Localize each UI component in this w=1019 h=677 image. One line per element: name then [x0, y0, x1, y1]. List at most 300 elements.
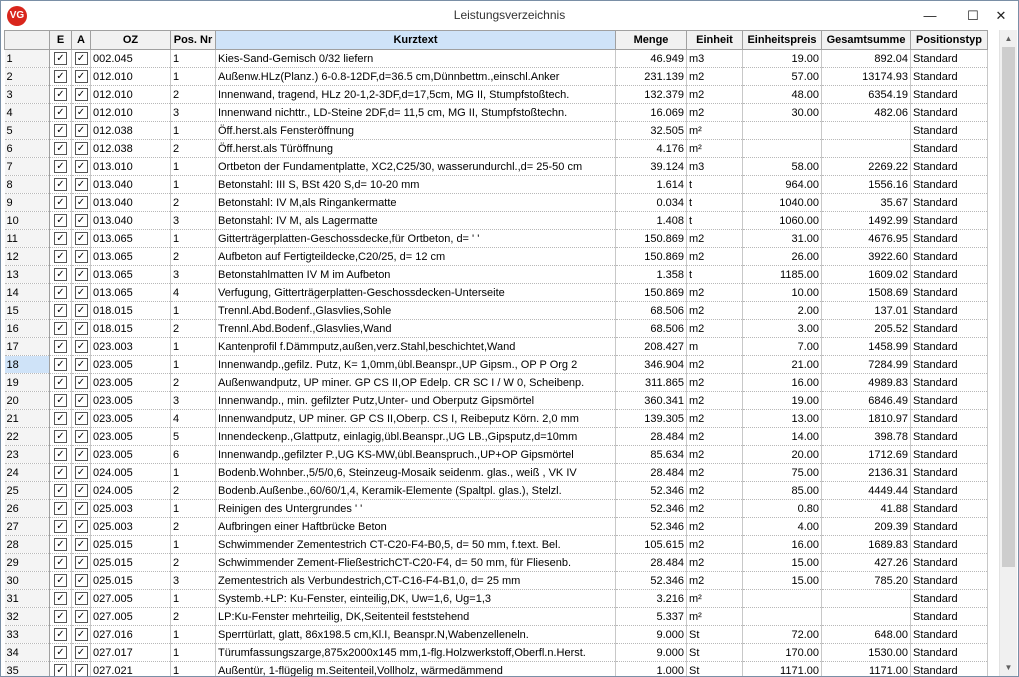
kurztext-cell[interactable]: Trennl.Abd.Bodenf.,Glasvlies,Wand	[216, 320, 616, 338]
table-row[interactable]	[5, 446, 988, 464]
table-row[interactable]	[5, 428, 988, 446]
e-checkbox[interactable]	[50, 194, 72, 212]
col-header-kurztext[interactable]: Kurztext	[216, 31, 616, 50]
e-checkbox[interactable]	[50, 356, 72, 374]
positionstyp-cell[interactable]: Standard	[911, 518, 988, 536]
einheitspreis-cell[interactable]: 19.00	[743, 50, 822, 68]
checkmark-icon[interactable]: ✓	[75, 394, 88, 407]
positionstyp-cell[interactable]: Standard	[911, 608, 988, 626]
oz-cell[interactable]: 012.010	[91, 68, 171, 86]
e-checkbox[interactable]	[50, 500, 72, 518]
kurztext-cell[interactable]: Bodenb.Wohnber.,5/5/0,6, Steinzeug-Mosaik seidenm. glas., weiß , VK IV	[216, 464, 616, 482]
checkmark-icon[interactable]: ✓	[54, 430, 67, 443]
einheitspreis-cell[interactable]: 0.80	[743, 500, 822, 518]
pos-nr-cell[interactable]: 2	[171, 194, 216, 212]
table-row[interactable]	[5, 122, 988, 140]
einheit-cell[interactable]: St	[687, 662, 743, 677]
pos-nr-cell[interactable]: 2	[171, 518, 216, 536]
pos-nr-cell[interactable]: 1	[171, 176, 216, 194]
pos-nr-cell[interactable]: 1	[171, 230, 216, 248]
col-header-gesamtsumme[interactable]: Gesamtsumme	[822, 31, 911, 50]
einheit-cell[interactable]: m2	[687, 284, 743, 302]
row-number[interactable]: 3	[5, 86, 50, 104]
pos-nr-cell[interactable]: 1	[171, 302, 216, 320]
col-header-pos-nr[interactable]: Pos. Nr	[171, 31, 216, 50]
einheit-cell[interactable]: m2	[687, 446, 743, 464]
pos-nr-cell[interactable]: 6	[171, 446, 216, 464]
kurztext-cell[interactable]: Innenwand, tragend, HLz 20-1,2-3DF,d=17,5cm, MG II, Stumpfstoßtech.	[216, 86, 616, 104]
kurztext-cell[interactable]: Innenwand nichttr., LD-Steine 2DF,d= 11,5 cm, MG II, Stumpfstoßtechn.	[216, 104, 616, 122]
checkmark-icon[interactable]: ✓	[54, 160, 67, 173]
a-checkbox[interactable]	[72, 266, 91, 284]
einheit-cell[interactable]: m²	[687, 608, 743, 626]
positionstyp-cell[interactable]: Standard	[911, 446, 988, 464]
a-checkbox[interactable]	[72, 338, 91, 356]
gesamtsumme-cell[interactable]	[822, 122, 911, 140]
positionstyp-cell[interactable]: Standard	[911, 248, 988, 266]
e-checkbox[interactable]	[50, 608, 72, 626]
oz-cell[interactable]: 013.040	[91, 176, 171, 194]
checkmark-icon[interactable]: ✓	[54, 664, 67, 676]
gesamtsumme-cell[interactable]: 1609.02	[822, 266, 911, 284]
a-checkbox[interactable]	[72, 50, 91, 68]
a-checkbox[interactable]	[72, 482, 91, 500]
row-number[interactable]: 17	[5, 338, 50, 356]
kurztext-cell[interactable]: Außenw.HLz(Planz.) 6-0.8-12DF,d=36.5 cm,Dünnbettm.,einschl.Anker	[216, 68, 616, 86]
oz-cell[interactable]: 027.005	[91, 590, 171, 608]
a-checkbox[interactable]	[72, 194, 91, 212]
menge-cell[interactable]: 1.000	[616, 662, 687, 677]
row-number[interactable]: 10	[5, 212, 50, 230]
row-number[interactable]: 20	[5, 392, 50, 410]
menge-cell[interactable]: 28.484	[616, 554, 687, 572]
a-checkbox[interactable]	[72, 230, 91, 248]
e-checkbox[interactable]	[50, 320, 72, 338]
menge-cell[interactable]: 105.615	[616, 536, 687, 554]
positionstyp-cell[interactable]: Standard	[911, 338, 988, 356]
einheit-cell[interactable]: m2	[687, 104, 743, 122]
oz-cell[interactable]: 023.005	[91, 446, 171, 464]
einheitspreis-cell[interactable]: 20.00	[743, 446, 822, 464]
checkmark-icon[interactable]: ✓	[75, 376, 88, 389]
positionstyp-cell[interactable]: Standard	[911, 554, 988, 572]
gesamtsumme-cell[interactable]: 2269.22	[822, 158, 911, 176]
e-checkbox[interactable]	[50, 410, 72, 428]
einheit-cell[interactable]: m2	[687, 230, 743, 248]
gesamtsumme-cell[interactable]: 41.88	[822, 500, 911, 518]
oz-cell[interactable]: 025.015	[91, 554, 171, 572]
einheit-cell[interactable]: t	[687, 194, 743, 212]
checkmark-icon[interactable]: ✓	[75, 250, 88, 263]
kurztext-cell[interactable]: Systemb.+LP: Ku-Fenster, einteilig,DK, Uw=1,6, Ug=1,3	[216, 590, 616, 608]
checkmark-icon[interactable]: ✓	[54, 358, 67, 371]
row-number[interactable]: 9	[5, 194, 50, 212]
einheitspreis-cell[interactable]: 1171.00	[743, 662, 822, 677]
checkmark-icon[interactable]: ✓	[75, 232, 88, 245]
einheit-cell[interactable]: St	[687, 644, 743, 662]
e-checkbox[interactable]	[50, 338, 72, 356]
positionstyp-cell[interactable]: Standard	[911, 428, 988, 446]
kurztext-cell[interactable]: Verfugung, Gitterträgerplatten-Geschossdecken-Unterseite	[216, 284, 616, 302]
einheit-cell[interactable]: m3	[687, 158, 743, 176]
table-row[interactable]	[5, 554, 988, 572]
table-row[interactable]	[5, 500, 988, 518]
gesamtsumme-cell[interactable]: 4449.44	[822, 482, 911, 500]
kurztext-cell[interactable]: Schwimmender Zement-FließestrichCT-C20-F4, d= 50 mm, für Fliesenb.	[216, 554, 616, 572]
checkmark-icon[interactable]: ✓	[75, 88, 88, 101]
menge-cell[interactable]: 46.949	[616, 50, 687, 68]
row-number[interactable]: 24	[5, 464, 50, 482]
einheitspreis-cell[interactable]: 16.00	[743, 536, 822, 554]
gesamtsumme-cell[interactable]: 6354.19	[822, 86, 911, 104]
kurztext-cell[interactable]: Kantenprofil f.Dämmputz,außen,verz.Stahl,beschichtet,Wand	[216, 338, 616, 356]
positionstyp-cell[interactable]: Standard	[911, 122, 988, 140]
row-number[interactable]: 31	[5, 590, 50, 608]
gesamtsumme-cell[interactable]: 4989.83	[822, 374, 911, 392]
einheit-cell[interactable]: m2	[687, 428, 743, 446]
a-checkbox[interactable]	[72, 518, 91, 536]
menge-cell[interactable]: 0.034	[616, 194, 687, 212]
row-number[interactable]: 7	[5, 158, 50, 176]
positionstyp-cell[interactable]: Standard	[911, 284, 988, 302]
e-checkbox[interactable]	[50, 536, 72, 554]
einheit-cell[interactable]: m2	[687, 572, 743, 590]
row-number[interactable]: 8	[5, 176, 50, 194]
a-checkbox[interactable]	[72, 626, 91, 644]
pos-nr-cell[interactable]: 1	[171, 464, 216, 482]
row-number[interactable]: 30	[5, 572, 50, 590]
positionstyp-cell[interactable]: Standard	[911, 626, 988, 644]
checkmark-icon[interactable]: ✓	[75, 142, 88, 155]
kurztext-cell[interactable]: Innenwandputz, UP miner. GP CS II,Oberp. CS I, Reibeputz Körn. 2,0 mm	[216, 410, 616, 428]
a-checkbox[interactable]	[72, 554, 91, 572]
menge-cell[interactable]: 1.408	[616, 212, 687, 230]
menge-cell[interactable]: 39.124	[616, 158, 687, 176]
row-number[interactable]: 26	[5, 500, 50, 518]
positionstyp-cell[interactable]: Standard	[911, 302, 988, 320]
checkmark-icon[interactable]: ✓	[75, 466, 88, 479]
row-number[interactable]: 22	[5, 428, 50, 446]
oz-cell[interactable]: 013.065	[91, 248, 171, 266]
checkmark-icon[interactable]: ✓	[54, 538, 67, 551]
gesamtsumme-cell[interactable]	[822, 608, 911, 626]
e-checkbox[interactable]	[50, 302, 72, 320]
col-header-einheitspreis[interactable]: Einheitspreis	[743, 31, 822, 50]
positionstyp-cell[interactable]: Standard	[911, 230, 988, 248]
menge-cell[interactable]: 68.506	[616, 320, 687, 338]
kurztext-cell[interactable]: Reinigen des Untergrundes ' '	[216, 500, 616, 518]
einheit-cell[interactable]: m2	[687, 86, 743, 104]
checkmark-icon[interactable]: ✓	[75, 322, 88, 335]
kurztext-cell[interactable]: Betonstahl: IV M,als Ringankermatte	[216, 194, 616, 212]
positionstyp-cell[interactable]: Standard	[911, 68, 988, 86]
einheitspreis-cell[interactable]	[743, 122, 822, 140]
einheitspreis-cell[interactable]: 19.00	[743, 392, 822, 410]
table-row[interactable]	[5, 248, 988, 266]
row-number[interactable]: 35	[5, 662, 50, 677]
e-checkbox[interactable]	[50, 446, 72, 464]
a-checkbox[interactable]	[72, 140, 91, 158]
e-checkbox[interactable]	[50, 374, 72, 392]
a-checkbox[interactable]	[72, 158, 91, 176]
table-row[interactable]	[5, 392, 988, 410]
pos-nr-cell[interactable]: 1	[171, 338, 216, 356]
checkmark-icon[interactable]: ✓	[54, 286, 67, 299]
scroll-up-icon[interactable]: ▲	[1004, 34, 1013, 43]
menge-cell[interactable]: 231.139	[616, 68, 687, 86]
oz-cell[interactable]: 027.005	[91, 608, 171, 626]
menge-cell[interactable]: 9.000	[616, 644, 687, 662]
menge-cell[interactable]: 3.216	[616, 590, 687, 608]
e-checkbox[interactable]	[50, 464, 72, 482]
checkmark-icon[interactable]: ✓	[54, 322, 67, 335]
positionstyp-cell[interactable]: Standard	[911, 266, 988, 284]
pos-nr-cell[interactable]: 1	[171, 590, 216, 608]
positionstyp-cell[interactable]: Standard	[911, 212, 988, 230]
oz-cell[interactable]: 025.015	[91, 572, 171, 590]
table-row[interactable]	[5, 374, 988, 392]
positionstyp-cell[interactable]: Standard	[911, 662, 988, 677]
col-header-a[interactable]: A	[72, 31, 91, 50]
row-number[interactable]: 18	[5, 356, 50, 374]
kurztext-cell[interactable]: Aufbringen einer Haftbrücke Beton	[216, 518, 616, 536]
kurztext-cell[interactable]: Innenwandp.,gefilz. Putz, K= 1,0mm,übl.Beanspr.,UP Gipsm., OP P Org 2	[216, 356, 616, 374]
kurztext-cell[interactable]: Zementestrich als Verbundestrich,CT-C16-F4-B1,0, d= 25 mm	[216, 572, 616, 590]
einheit-cell[interactable]: m2	[687, 374, 743, 392]
checkmark-icon[interactable]: ✓	[75, 196, 88, 209]
e-checkbox[interactable]	[50, 518, 72, 536]
oz-cell[interactable]: 027.016	[91, 626, 171, 644]
menge-cell[interactable]: 5.337	[616, 608, 687, 626]
einheit-cell[interactable]: m2	[687, 464, 743, 482]
kurztext-cell[interactable]: Außenwandputz, UP miner. GP CS II,OP Edelp. CR SC I / W 0, Scheibenp.	[216, 374, 616, 392]
einheit-cell[interactable]: m2	[687, 410, 743, 428]
pos-nr-cell[interactable]: 1	[171, 122, 216, 140]
pos-nr-cell[interactable]: 3	[171, 212, 216, 230]
checkmark-icon[interactable]: ✓	[75, 610, 88, 623]
menge-cell[interactable]: 32.505	[616, 122, 687, 140]
row-number[interactable]: 6	[5, 140, 50, 158]
e-checkbox[interactable]	[50, 176, 72, 194]
e-checkbox[interactable]	[50, 248, 72, 266]
einheit-cell[interactable]: m2	[687, 248, 743, 266]
positionstyp-cell[interactable]: Standard	[911, 572, 988, 590]
einheitspreis-cell[interactable]	[743, 608, 822, 626]
a-checkbox[interactable]	[72, 500, 91, 518]
einheit-cell[interactable]: m	[687, 338, 743, 356]
menge-cell[interactable]: 52.346	[616, 500, 687, 518]
pos-nr-cell[interactable]: 1	[171, 68, 216, 86]
a-checkbox[interactable]	[72, 644, 91, 662]
a-checkbox[interactable]	[72, 590, 91, 608]
positionstyp-cell[interactable]: Standard	[911, 500, 988, 518]
e-checkbox[interactable]	[50, 662, 72, 677]
oz-cell[interactable]: 023.005	[91, 374, 171, 392]
gesamtsumme-cell[interactable]: 3922.60	[822, 248, 911, 266]
checkmark-icon[interactable]: ✓	[75, 412, 88, 425]
a-checkbox[interactable]	[72, 284, 91, 302]
gesamtsumme-cell[interactable]: 13174.93	[822, 68, 911, 86]
row-number[interactable]: 4	[5, 104, 50, 122]
menge-cell[interactable]: 132.379	[616, 86, 687, 104]
kurztext-cell[interactable]: Aufbeton auf Fertigteildecke,C20/25, d= 12 cm	[216, 248, 616, 266]
checkmark-icon[interactable]: ✓	[54, 412, 67, 425]
einheitspreis-cell[interactable]: 72.00	[743, 626, 822, 644]
table-row[interactable]	[5, 140, 988, 158]
menge-cell[interactable]: 52.346	[616, 482, 687, 500]
menge-cell[interactable]: 52.346	[616, 518, 687, 536]
a-checkbox[interactable]	[72, 428, 91, 446]
oz-cell[interactable]: 024.005	[91, 482, 171, 500]
gesamtsumme-cell[interactable]: 137.01	[822, 302, 911, 320]
checkmark-icon[interactable]: ✓	[54, 106, 67, 119]
e-checkbox[interactable]	[50, 266, 72, 284]
einheit-cell[interactable]: t	[687, 176, 743, 194]
checkmark-icon[interactable]: ✓	[75, 538, 88, 551]
checkmark-icon[interactable]: ✓	[54, 610, 67, 623]
scroll-down-icon[interactable]: ▼	[1004, 663, 1013, 672]
oz-cell[interactable]: 012.038	[91, 122, 171, 140]
gesamtsumme-cell[interactable]: 1458.99	[822, 338, 911, 356]
positionstyp-cell[interactable]: Standard	[911, 536, 988, 554]
table-row[interactable]	[5, 410, 988, 428]
pos-nr-cell[interactable]: 2	[171, 482, 216, 500]
e-checkbox[interactable]	[50, 86, 72, 104]
col-header-menge[interactable]: Menge	[616, 31, 687, 50]
a-checkbox[interactable]	[72, 176, 91, 194]
einheitspreis-cell[interactable]: 21.00	[743, 356, 822, 374]
menge-cell[interactable]: 52.346	[616, 572, 687, 590]
checkmark-icon[interactable]: ✓	[54, 574, 67, 587]
table-row[interactable]	[5, 338, 988, 356]
vertical-scrollbar[interactable]	[999, 30, 1017, 676]
menge-cell[interactable]: 150.869	[616, 230, 687, 248]
menge-cell[interactable]: 150.869	[616, 284, 687, 302]
kurztext-cell[interactable]: Betonstahl: III S, BSt 420 S,d= 10-20 mm	[216, 176, 616, 194]
close-button[interactable]: ✕	[995, 8, 1007, 23]
gesamtsumme-cell[interactable]: 6846.49	[822, 392, 911, 410]
row-number[interactable]: 21	[5, 410, 50, 428]
gesamtsumme-cell[interactable]: 7284.99	[822, 356, 911, 374]
menge-cell[interactable]: 28.484	[616, 428, 687, 446]
einheitspreis-cell[interactable]: 16.00	[743, 374, 822, 392]
oz-cell[interactable]: 025.015	[91, 536, 171, 554]
a-checkbox[interactable]	[72, 662, 91, 677]
pos-nr-cell[interactable]: 1	[171, 662, 216, 677]
col-header-e[interactable]: E	[50, 31, 72, 50]
oz-cell[interactable]: 013.040	[91, 212, 171, 230]
col-header-positionstyp[interactable]: Positionstyp	[911, 31, 988, 50]
einheit-cell[interactable]: m²	[687, 590, 743, 608]
e-checkbox[interactable]	[50, 122, 72, 140]
kurztext-cell[interactable]: Türumfassungszarge,875x2000x145 mm,1-flg.Holzwerkstoff,Oberfl.n.Herst.	[216, 644, 616, 662]
row-number[interactable]: 33	[5, 626, 50, 644]
row-number[interactable]: 5	[5, 122, 50, 140]
checkmark-icon[interactable]: ✓	[75, 484, 88, 497]
a-checkbox[interactable]	[72, 572, 91, 590]
gesamtsumme-cell[interactable]: 205.52	[822, 320, 911, 338]
checkmark-icon[interactable]: ✓	[75, 556, 88, 569]
gesamtsumme-cell[interactable]: 1171.00	[822, 662, 911, 677]
einheit-cell[interactable]: m3	[687, 50, 743, 68]
e-checkbox[interactable]	[50, 572, 72, 590]
e-checkbox[interactable]	[50, 68, 72, 86]
checkmark-icon[interactable]: ✓	[75, 502, 88, 515]
table-row[interactable]	[5, 68, 988, 86]
oz-cell[interactable]: 012.010	[91, 104, 171, 122]
e-checkbox[interactable]	[50, 212, 72, 230]
einheitspreis-cell[interactable]: 1185.00	[743, 266, 822, 284]
gesamtsumme-cell[interactable]: 209.39	[822, 518, 911, 536]
einheitspreis-cell[interactable]: 57.00	[743, 68, 822, 86]
kurztext-cell[interactable]: Betonstahlmatten IV M im Aufbeton	[216, 266, 616, 284]
kurztext-cell[interactable]: Gitterträgerplatten-Geschossdecke,für Ortbeton, d= ' '	[216, 230, 616, 248]
einheitspreis-cell[interactable]: 58.00	[743, 158, 822, 176]
menge-cell[interactable]: 311.865	[616, 374, 687, 392]
table-row[interactable]	[5, 572, 988, 590]
a-checkbox[interactable]	[72, 320, 91, 338]
row-number[interactable]: 14	[5, 284, 50, 302]
e-checkbox[interactable]	[50, 158, 72, 176]
a-checkbox[interactable]	[72, 410, 91, 428]
einheit-cell[interactable]: m2	[687, 518, 743, 536]
einheit-cell[interactable]: m2	[687, 302, 743, 320]
gesamtsumme-cell[interactable]: 2136.31	[822, 464, 911, 482]
checkmark-icon[interactable]: ✓	[75, 646, 88, 659]
a-checkbox[interactable]	[72, 464, 91, 482]
einheit-cell[interactable]: St	[687, 626, 743, 644]
pos-nr-cell[interactable]: 3	[171, 572, 216, 590]
oz-cell[interactable]: 023.005	[91, 356, 171, 374]
checkmark-icon[interactable]: ✓	[75, 430, 88, 443]
kurztext-cell[interactable]: Betonstahl: IV M, als Lagermatte	[216, 212, 616, 230]
row-number[interactable]: 25	[5, 482, 50, 500]
menge-cell[interactable]: 9.000	[616, 626, 687, 644]
checkmark-icon[interactable]: ✓	[75, 304, 88, 317]
menge-cell[interactable]: 4.176	[616, 140, 687, 158]
einheit-cell[interactable]: t	[687, 266, 743, 284]
table-row[interactable]	[5, 644, 988, 662]
checkmark-icon[interactable]: ✓	[75, 160, 88, 173]
row-number[interactable]: 16	[5, 320, 50, 338]
oz-cell[interactable]: 027.017	[91, 644, 171, 662]
kurztext-cell[interactable]: Außentür, 1-flügelig m.Seitenteil,Vollholz, wärmedämmend	[216, 662, 616, 677]
oz-cell[interactable]: 024.005	[91, 464, 171, 482]
table-row[interactable]	[5, 266, 988, 284]
einheitspreis-cell[interactable]: 15.00	[743, 554, 822, 572]
einheitspreis-cell[interactable]: 1060.00	[743, 212, 822, 230]
table-row[interactable]	[5, 302, 988, 320]
oz-cell[interactable]: 018.015	[91, 320, 171, 338]
table-row[interactable]	[5, 320, 988, 338]
table-row[interactable]	[5, 86, 988, 104]
einheitspreis-cell[interactable]: 3.00	[743, 320, 822, 338]
table-row[interactable]	[5, 284, 988, 302]
einheitspreis-cell[interactable]: 4.00	[743, 518, 822, 536]
table-row[interactable]	[5, 536, 988, 554]
positionstyp-cell[interactable]: Standard	[911, 320, 988, 338]
gesamtsumme-cell[interactable]: 482.06	[822, 104, 911, 122]
gesamtsumme-cell[interactable]: 1689.83	[822, 536, 911, 554]
checkmark-icon[interactable]: ✓	[54, 142, 67, 155]
checkmark-icon[interactable]: ✓	[75, 592, 88, 605]
einheitspreis-cell[interactable]: 48.00	[743, 86, 822, 104]
checkmark-icon[interactable]: ✓	[75, 52, 88, 65]
menge-cell[interactable]: 139.305	[616, 410, 687, 428]
table-row[interactable]	[5, 176, 988, 194]
pos-nr-cell[interactable]: 2	[171, 140, 216, 158]
col-header-einheit[interactable]: Einheit	[687, 31, 743, 50]
